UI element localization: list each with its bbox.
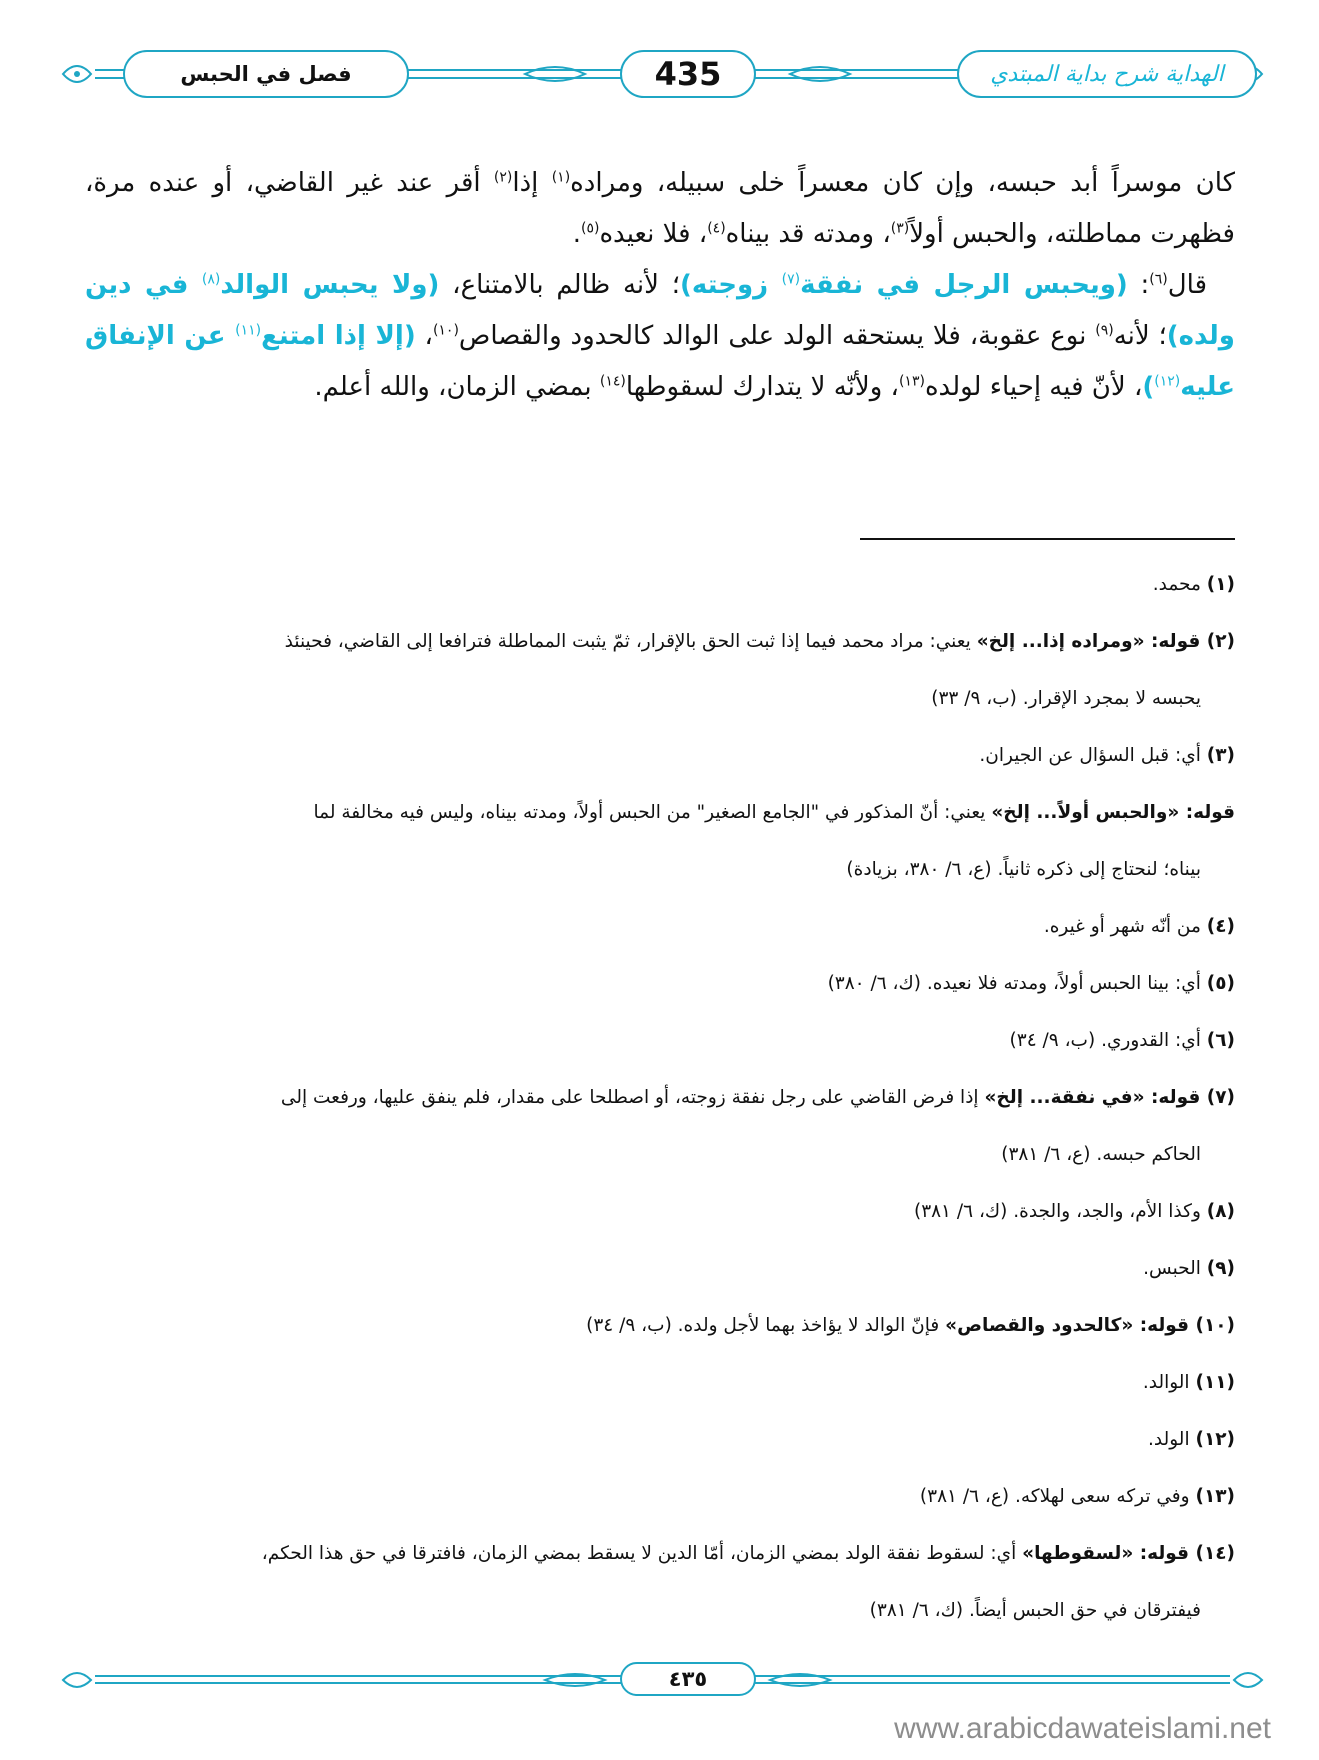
footnote-label: قوله: xyxy=(1133,1315,1196,1336)
footnote-number: (١٤) xyxy=(1195,1543,1235,1564)
footnote-number: (١٣) xyxy=(1195,1486,1235,1507)
footnote-label: قوله: xyxy=(1144,1087,1207,1108)
footnote-ref: (٨) xyxy=(201,271,221,288)
footnote-number: (١٢) xyxy=(1195,1429,1235,1450)
footnote-number: (٥) xyxy=(1206,973,1235,994)
footnote-number: (١١) xyxy=(1195,1372,1235,1393)
footnote-14 xyxy=(85,1525,1235,1639)
footnote-continuation: الحاكم حبسه. (ع، ٦/ ٣٨١) xyxy=(1001,1144,1201,1165)
footnote-text: محمد. xyxy=(1152,574,1207,595)
text-run: ، xyxy=(415,321,433,351)
footnote-ref: (١٢) xyxy=(1154,373,1181,390)
footnote-text: الولد. xyxy=(1148,1429,1196,1450)
text-run: نوع عقوبة، فلا يستحقه الولد على الوالد كالحدود والقصاص xyxy=(458,321,1096,351)
footnote-number: (٤) xyxy=(1206,916,1235,937)
footnote-text: أي: القدوري. (ب، ٩/ ٣٤) xyxy=(1009,1030,1207,1051)
website-watermark: www.arabicdawateislami.net xyxy=(894,1712,1271,1745)
footnote-number: (١٠) xyxy=(1195,1315,1235,1336)
main-paragraph-1 xyxy=(85,158,1235,260)
footnote-continuation: فيفترقان في حق الحبس أيضاً. (ك، ٦/ ٣٨١) xyxy=(869,1600,1201,1621)
footnote-text: وفي تركه سعى لهلاكه. (ع، ٦/ ٣٨١) xyxy=(919,1486,1196,1507)
footnote-9 xyxy=(85,1240,1235,1297)
footnote-text: وكذا الأم، والجد، والجدة. (ك، ٦/ ٣٨١) xyxy=(913,1201,1207,1222)
footnote-3 xyxy=(85,727,1235,784)
footnote-5 xyxy=(85,955,1235,1012)
footnote-7 xyxy=(85,1069,1235,1183)
book-title: الهداية شرح بداية المبتدي xyxy=(990,61,1224,87)
footnote-13 xyxy=(85,1468,1235,1525)
footnote-1 xyxy=(85,556,1235,613)
footnote-label: قوله: xyxy=(1133,1543,1196,1564)
footnote-12 xyxy=(85,1411,1235,1468)
footnote-ref: (٤) xyxy=(707,220,726,237)
footnote-number: (٩) xyxy=(1206,1258,1235,1279)
footnote-2 xyxy=(85,613,1235,727)
footnote-number: (٣) xyxy=(1206,745,1235,766)
text-run: إذا xyxy=(512,168,552,198)
footnote-quote: «والحبس أولاً... إلخ» xyxy=(991,802,1180,823)
text-run: ؛ لأنه xyxy=(1113,321,1167,351)
footnote-ref: (٩) xyxy=(1095,322,1114,339)
footnote-text: يعني: أنّ المذكور في "الجامع الصغير" من الحبس أولاً، ومدته بيناه، وليس فيه مخالفة لما xyxy=(313,802,992,823)
footnote-ref: (٧) xyxy=(781,271,801,288)
footnote-ref: (٥) xyxy=(580,220,600,237)
footnote-text: الوالد. xyxy=(1142,1372,1196,1393)
footnote-ref: (٣) xyxy=(890,220,910,237)
footnote-quote: «ومراده إذا... إلخ» xyxy=(976,631,1145,652)
text-run: كان موسراً أبد حبسه، وإن كان معسراً خلى سبيله، ومراده xyxy=(570,168,1235,198)
text-run: ؛ لأنه ظالم بالامتناع، xyxy=(439,270,680,300)
footnote-ref: (١٤) xyxy=(599,373,626,390)
footnote-number: (٢) xyxy=(1206,631,1235,652)
footnote-number: (١) xyxy=(1206,574,1235,595)
book-title-badge xyxy=(957,50,1257,98)
text-run: ، فلا نعيده xyxy=(599,219,708,249)
footnote-continuation: بيناه؛ لنحتاج إلى ذكره ثانياً. (ع، ٦/ ٣٨٠، بزيادة) xyxy=(846,859,1201,880)
page-footer xyxy=(55,1660,1270,1700)
text-run: . xyxy=(572,219,581,249)
footnote-ref: (١٣) xyxy=(898,373,925,390)
text-run: : xyxy=(1127,270,1150,300)
footnote-continuation: يحبسه لا بمجرد الإقرار. (ب، ٩/ ٣٣) xyxy=(931,688,1201,709)
text-run: أقر عند غير القاضي، أو عنده مرة، فظهرت مماطلته، والحبس أولاً xyxy=(85,168,1235,249)
footnote-number: (٨) xyxy=(1206,1201,1235,1222)
footnote-text: أي: بينا الحبس أولاً، ومدته فلا نعيده. (ك، ٦/ ٣٨٠) xyxy=(827,973,1207,994)
text-run: ، ومدته قد بيناه xyxy=(725,219,891,249)
footnote-text: من أنّه شهر أو غيره. xyxy=(1043,916,1207,937)
footnote-number: (٦) xyxy=(1206,1030,1235,1051)
page-number: 435 xyxy=(620,50,756,98)
footnote-text: أي: لسقوط نفقة الولد بمضي الزمان، أمّا الدين لا يسقط بمضي الزمان، فافترقا في حق هذا الحكم، xyxy=(261,1543,1023,1564)
footnote-ref: (١١) xyxy=(235,322,262,339)
footnote-label: قوله: xyxy=(1144,631,1207,652)
footnote-label: قوله: xyxy=(1179,802,1235,823)
main-paragraph-2 xyxy=(85,260,1235,413)
footnote-text: أي: قبل السؤال عن الجيران. xyxy=(979,745,1207,766)
text-run: ، لأنّ فيه إحياء لولده xyxy=(924,372,1143,402)
footnote-text: إذا فرض القاضي على رجل نفقة زوجته، أو اصطلحا على مقدار، فلم ينفق عليها، ورفعت إلى xyxy=(280,1087,985,1108)
footnote-quote: «في نفقة... إلخ» xyxy=(984,1087,1145,1108)
chapter-title: فصل في الحبس xyxy=(123,50,409,98)
footnote-10 xyxy=(85,1297,1235,1354)
footnotes xyxy=(85,556,1235,1639)
footnote-number: (٧) xyxy=(1206,1087,1235,1108)
footnote-ref: (١٠) xyxy=(432,322,459,339)
text-run: بمضي الزمان، والله أعلم. xyxy=(314,372,600,402)
footnote-8 xyxy=(85,1183,1235,1240)
matn-text: (ويحبس الرجل في نفقة xyxy=(800,270,1128,300)
footnote-text: الحبس. xyxy=(1143,1258,1207,1279)
footnote-ref: (٢) xyxy=(493,169,513,186)
footnote-4 xyxy=(85,898,1235,955)
main-text xyxy=(85,158,1235,413)
footnote-text: يعني: مراد محمد فيما إذا ثبت الحق بالإقرار، ثمّ يثبت المماطلة فترافعا إلى القاضي، فحينئذ xyxy=(284,631,977,652)
matn-text: عن الإنفاق عليه xyxy=(85,321,1235,402)
matn-text: في دين ولده) xyxy=(85,270,1235,351)
footnote-text: فإنّ الوالد لا يؤاخذ بهما لأجل ولده. (ب، ٩/ ٣٤) xyxy=(586,1315,946,1336)
text-run: ، ولأنّه لا يتدارك لسقوطها xyxy=(625,372,899,402)
page-header xyxy=(55,44,1270,110)
footnote-3b xyxy=(85,784,1235,898)
footnote-divider xyxy=(860,538,1235,540)
matn-text: (ولا يحبس الوالد xyxy=(220,270,440,300)
text-run: قال xyxy=(1167,270,1207,300)
footnote-quote: «كالحدود والقصاص» xyxy=(945,1315,1134,1336)
matn-text: زوجته) xyxy=(679,270,782,300)
footnote-ref: (١) xyxy=(551,169,571,186)
matn-text: ) xyxy=(1142,372,1155,402)
footnote-quote: «لسقوطها» xyxy=(1022,1543,1134,1564)
footer-page-number: ٤٣٥ xyxy=(620,1662,756,1696)
footnote-ref: (٦) xyxy=(1149,271,1168,288)
matn-text: (إلا إذا امتنع xyxy=(261,321,416,351)
footnote-11 xyxy=(85,1354,1235,1411)
footnote-6 xyxy=(85,1012,1235,1069)
